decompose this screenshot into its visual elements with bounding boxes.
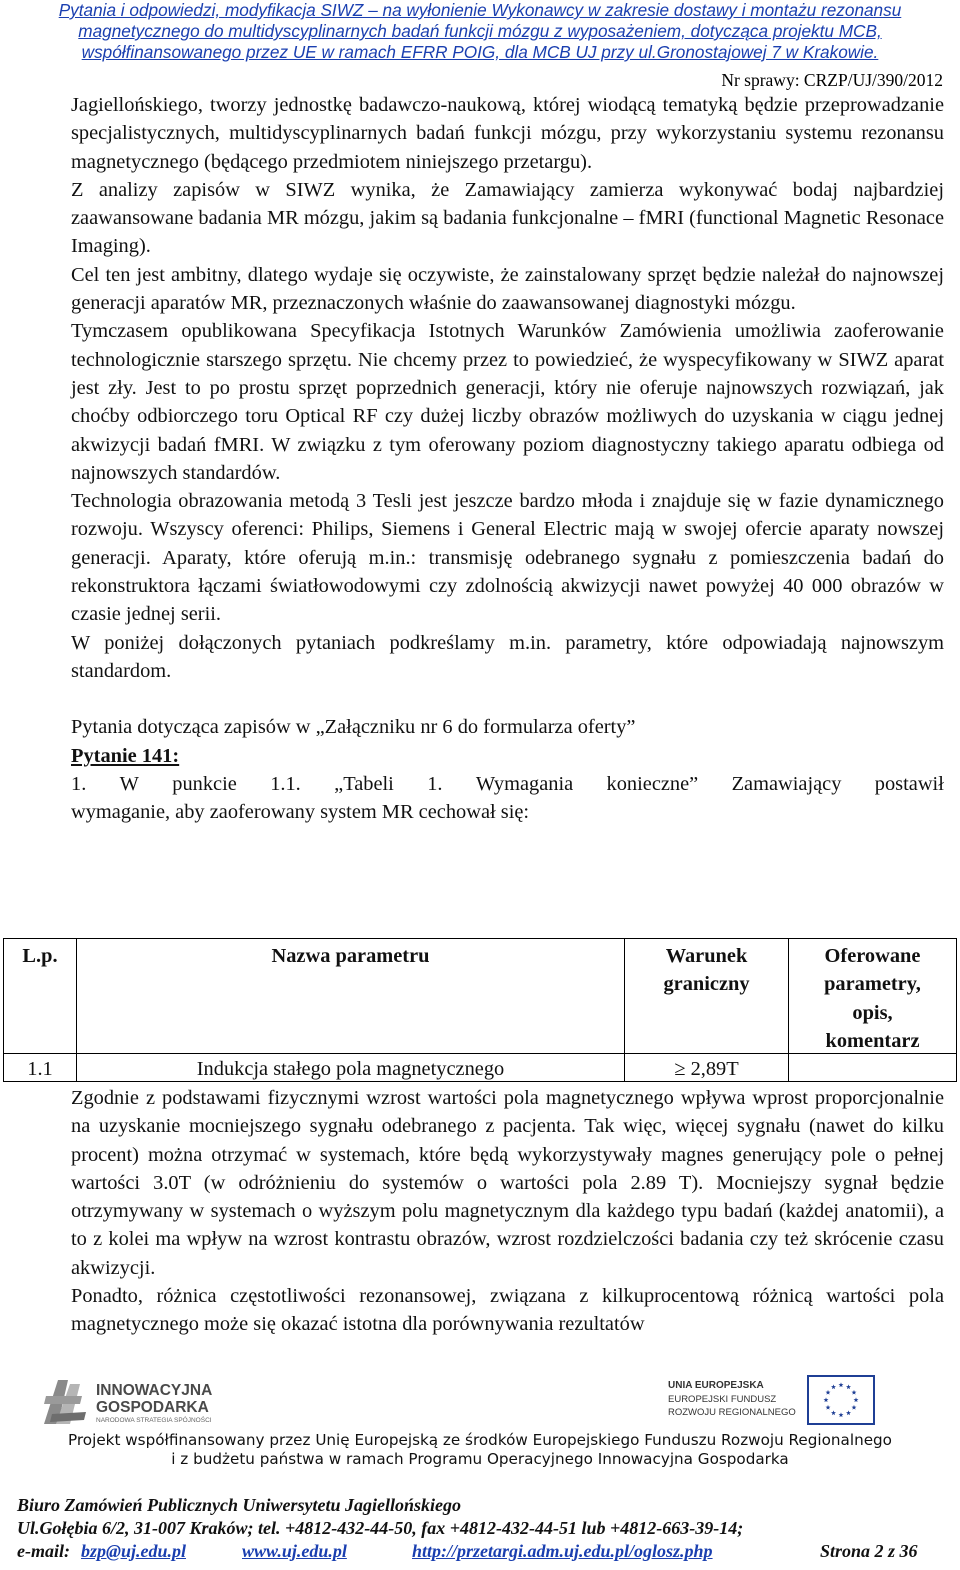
header-name-text: Nazwa parametru	[271, 945, 430, 967]
document-body	[71, 91, 944, 826]
project-line-2: i z budżetu państwa w ramach Programu Operacyjnego Innowacyjna Gospodarka	[171, 1450, 789, 1468]
page-number: Strona 2 z 36	[820, 1541, 918, 1561]
paragraph-4: Tymczasem opublikowana Specyfikacja Istotnych Warunków Zamówienia umożliwia zaoferowanie technologicznie starszego sprzętu. Nie chcemy przez to powiedzieć, że wyspecyfikowany w SIWZ aparat jest zły. Jest to po prostu sprzęt poprzednich generacji, który nie oferuje najnowszych rozwiązań, jak choćby odbiorczego toru Optical RF czy dużej liczby obrazów możliwych do uzyskania w ciągu jednej akwizycji badań fMRI. W związku z tym oferowany poziom diagnostyczny takiego aparatu odbiega od najnowszych standardów.	[71, 320, 944, 484]
header-cell-offered	[788, 938, 957, 1053]
svg-text:EUROPEJSKI FUNDUSZ: EUROPEJSKI FUNDUSZ	[668, 1394, 777, 1405]
header-offered-text-2: parametry,	[824, 973, 921, 996]
header-cell-limit	[624, 938, 788, 1053]
item-word: punkcie	[172, 772, 237, 795]
svg-text:ROZWOJU REGIONALNEGO: ROZWOJU REGIONALNEGO	[668, 1407, 796, 1418]
innowacyjna-gospodarka-emblem-icon	[42, 1374, 242, 1426]
footer-email-label: e-mail:	[17, 1541, 70, 1561]
section-title: Pytania dotycząca zapisów w „Załączniku nr 6 do formularza oferty”	[71, 716, 636, 739]
item-word: 1.1.	[270, 772, 301, 795]
blank-line	[71, 685, 944, 713]
paragraph-1: Jagiellońskiego, tworzy jednostkę badawczo-naukową, której wiodącą tematyką będzie przeprowadzanie specjalistycznych, multidyscyplinarnych badań funkcji mózgu, przy wykorzystaniu systemu rezonansu magnetycznego (będącego przedmiotem niniejszego przetargu).	[71, 94, 944, 173]
numbered-item-line-2: wymaganie, aby zaoferowany system MR cechował się:	[71, 801, 530, 824]
item-number: 1.	[71, 772, 87, 795]
paragraph-5: Technologia obrazowania metodą 3 Tesli jest jeszcze bardzo młoda i znajduje się w fazie dynamicznego rozwoju. Wszyscy oferenci: Philips, Siemens i General Electric mają w swojej ofercie aparaty nowszej generacji. Aparaty, które oferują m.in.: transmisję odebranego sygnału z pomieszczenia badań do rekonstruktora łączami światłowodowymi czy zdolnością akwizycji nawet powyżej 40 000 obrazów w czasie jednej serii.	[71, 490, 944, 626]
header-lp-text: L.p.	[22, 945, 58, 967]
row-limit-text: ≥ 2,89T	[674, 1058, 739, 1080]
project-line-1: Projekt współfinansowany przez Unię Europejską ze środków Europejskiego Funduszu Rozwoju Regionalnego	[68, 1431, 892, 1449]
project-funding-note	[0, 1431, 960, 1469]
footer-address: Ul.Gołębia 6/2, 31-007 Kraków; tel. +4812-432-44-50, fax +4812-432-44-51 lub +4812-663-39-14;	[17, 1518, 744, 1538]
row-cell-offered[interactable]	[788, 1053, 957, 1082]
case-number: Nr sprawy: CRZP/UJ/390/2012	[721, 70, 943, 90]
header-cell-lp	[3, 938, 76, 1053]
row-lp-text: 1.1	[27, 1058, 53, 1080]
tender-link[interactable]: http://przetargi.adm.uj.edu.pl/oglosz.php	[412, 1541, 713, 1561]
item-word: postawił	[874, 772, 944, 795]
paragraph-3: Cel ten jest ambitny, dlatego wydaje się oczywiste, że zainstalowany sprzęt będzie należał do najnowszej generacji aparatów MR, przeznaczonych właśnie do zaawansowanej diagnostyki mózgu.	[71, 263, 944, 315]
justification-paragraph-1: Zgodnie z podstawami fizycznymi wzrost wartości pola magnetycznego wpływa wprost proporcjonalnie na uzyskanie mocniejszego sygnału odebranego z pacjenta. Tak więc, więcej sygnału (nawet do kilku procent) można otrzymać w systemach, które będą wykorzystywały magnes generujący pole o pełnej wartości 3.0T (w odróżnieniu do systemów o wartości pola 2.89 T). Mocniejszy sygnał będzie otrzymywany w systemach o wyższym polu magnetycznym dla każdego typu badań (każdej anatomii), a to z kolei ma wpływ na wzrost kontrastu obrazów, wzrost rozdzielczości badania czy też skrócenie czasu akwizycji.	[71, 1087, 944, 1279]
header-limit-text-2: graniczny	[663, 973, 750, 996]
svg-text:UNIA EUROPEJSKA: UNIA EUROPEJSKA	[668, 1380, 764, 1391]
row-cell-lp	[3, 1053, 76, 1082]
innowacyjna-gospodarka-logo	[42, 1374, 242, 1426]
header-cell-name	[76, 938, 624, 1053]
justification-paragraph-2: Ponadto, różnica częstotliwości rezonansowej, związana z kilkuprocentową różnicą wartości pola magnetycznego może się okazać istotna dla porównywania rezultatów	[71, 1285, 944, 1336]
svg-text:NARODOWA STRATEGIA SPÓJNOŚCI: NARODOWA STRATEGIA SPÓJNOŚCI	[96, 1417, 212, 1424]
footer-office: Biuro Zamówień Publicznych Uniwersytetu Jagiellońskiego	[17, 1495, 462, 1515]
eu-erdf-logo	[668, 1374, 878, 1426]
row-cell-name	[76, 1053, 624, 1082]
email-link[interactable]: bzp@uj.edu.pl	[81, 1541, 186, 1561]
item-word: Wymagania	[475, 772, 574, 795]
item-word: W	[119, 772, 139, 795]
item-word: „Tabeli	[334, 772, 394, 795]
numbered-item-line-1	[71, 770, 944, 798]
item-word: 1.	[427, 772, 443, 795]
item-word: konieczne”	[606, 772, 699, 795]
header-offered-text-1: Oferowane	[824, 945, 921, 967]
justification-text	[71, 1084, 944, 1339]
document-header	[0, 0, 960, 63]
footer-contacts	[17, 1540, 947, 1563]
svg-text:GOSPODARKA: GOSPODARKA	[96, 1399, 209, 1416]
row-cell-limit	[624, 1053, 788, 1082]
paragraph-6: W poniżej dołączonych pytaniach podkreślamy m.in. parametry, które odpowiadają najnowszym standardom.	[71, 631, 944, 682]
paragraph-2: Z analizy zapisów w SIWZ wynika, że Zamawiający zamierza wykonywać bodaj najbardziej zaawansowane badania MR mózgu, jakim są badania funkcjonalne – fMRI (functional Magnetic Resonace Imaging).	[71, 178, 944, 258]
document-footer	[17, 1494, 947, 1563]
website-link[interactable]: www.uj.edu.pl	[242, 1541, 347, 1561]
row-name-text: Indukcja stałego pola magnetycznego	[196, 1058, 505, 1080]
header-line-2: magnetycznego do multidyscyplinarnych badań funkcji mózgu z wyposażeniem, dotycząca projektu MCB,	[78, 21, 882, 41]
header-line-1: Pytania i odpowiedzi, modyfikacja SIWZ – na wyłonienie Wykonawcy w zakresie dostawy i montażu rezonansu	[58, 0, 902, 20]
svg-text:INNOWACYJNA: INNOWACYJNA	[96, 1382, 213, 1399]
header-offered-text-3: opis,	[852, 1001, 893, 1024]
header-limit-text-1: Warunek	[665, 945, 748, 967]
requirements-table	[0, 938, 957, 1082]
header-line-3: współfinansowanego przez UE w ramach EFRR POIG, dla MCB UJ przy ul.Gronostajowej 7 w Krakowie.	[81, 42, 879, 62]
question-heading: Pytanie 141:	[71, 744, 180, 767]
header-offered-text-4: komentarz	[825, 1029, 920, 1052]
eu-flag-icon	[668, 1374, 878, 1426]
item-word: Zamawiający	[731, 772, 842, 795]
